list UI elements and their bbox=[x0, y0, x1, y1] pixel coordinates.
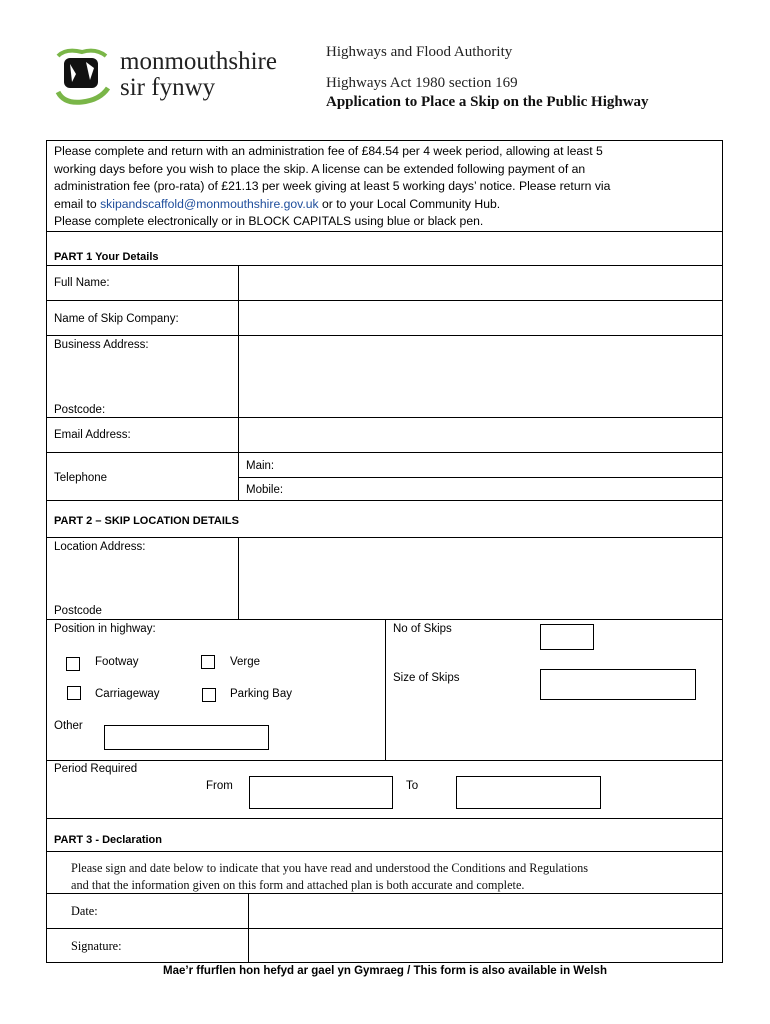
from-label: From bbox=[206, 780, 233, 792]
no-of-skips-input[interactable] bbox=[540, 624, 594, 650]
business-address-field[interactable] bbox=[239, 336, 722, 417]
divider bbox=[46, 760, 723, 761]
page-title: Application to Place a Skip on the Public Highway bbox=[326, 94, 649, 110]
carriageway-label: Carriageway bbox=[95, 688, 160, 700]
divider bbox=[46, 500, 723, 501]
skip-company-field[interactable] bbox=[239, 301, 722, 335]
intro-line-5: Please complete electronically or in BLOCK CAPITALS using blue or black pen. bbox=[54, 214, 484, 228]
authority-name: Highways and Flood Authority bbox=[326, 44, 513, 60]
dragon-logo-icon bbox=[52, 46, 112, 106]
period-required-label: Period Required bbox=[54, 763, 138, 775]
mobile-phone-field[interactable] bbox=[296, 478, 722, 500]
part2-heading: PART 2 – SKIP LOCATION DETAILS bbox=[54, 515, 239, 527]
size-of-skips-input[interactable] bbox=[540, 669, 696, 700]
act-reference: Highways Act 1980 section 169 bbox=[326, 75, 518, 91]
declaration-line-1: Please sign and date below to indicate that you have read and understood the Conditions and Regulations bbox=[71, 861, 589, 875]
intro-line-3: administration fee (pro-rata) of £21.13 per week giving at least 5 working days’ notice. Please return via bbox=[54, 179, 611, 193]
column-divider bbox=[248, 893, 249, 963]
intro-email-suffix: or to your Local Community Hub. bbox=[318, 196, 501, 211]
mobile-phone-label: Mobile: bbox=[246, 484, 284, 496]
intro-text bbox=[54, 143, 718, 231]
divider bbox=[46, 851, 723, 852]
date-label: Date: bbox=[71, 904, 98, 918]
full-name-field[interactable] bbox=[239, 266, 722, 300]
to-label: To bbox=[406, 780, 419, 792]
part3-heading: PART 3 - Declaration bbox=[54, 834, 162, 846]
location-address-field[interactable] bbox=[239, 538, 722, 619]
other-input[interactable] bbox=[104, 725, 269, 750]
intro-line-2: working days before you wish to place the skip. A license can be extended following payment of an bbox=[54, 161, 586, 176]
email-link[interactable]: skipandscaffold@monmouthshire.gov.uk bbox=[100, 196, 319, 211]
column-divider bbox=[385, 619, 386, 760]
signature-label: Signature: bbox=[71, 939, 122, 953]
parking-bay-checkbox[interactable] bbox=[202, 688, 216, 702]
column-divider bbox=[238, 537, 239, 619]
verge-checkbox[interactable] bbox=[201, 655, 215, 669]
divider bbox=[46, 818, 723, 819]
email-field[interactable] bbox=[239, 418, 722, 452]
column-divider bbox=[238, 265, 239, 501]
declaration-text bbox=[71, 860, 721, 894]
part1-heading: PART 1 Your Details bbox=[54, 251, 159, 263]
location-address-label: Location Address: bbox=[54, 541, 146, 553]
date-field[interactable] bbox=[249, 894, 722, 928]
no-of-skips-label: No of Skips bbox=[393, 623, 452, 635]
business-postcode-label: Postcode: bbox=[54, 404, 106, 416]
main-phone-label: Main: bbox=[246, 460, 275, 472]
intro-email-prefix: email to bbox=[54, 196, 101, 211]
parking-bay-label: Parking Bay bbox=[230, 688, 293, 700]
declaration-line-2: and that the information given on this form and attached plan is both accurate and complete. bbox=[71, 878, 525, 892]
intro-line-4 bbox=[54, 196, 718, 214]
logo-text-line2: sir fynwy bbox=[120, 74, 216, 101]
to-date-input[interactable] bbox=[456, 776, 601, 809]
main-phone-field[interactable] bbox=[286, 453, 722, 477]
intro-line-1: Please complete and return with an administration fee of £84.54 per 4 week period, allowing at least 5 bbox=[54, 144, 603, 158]
location-postcode-label: Postcode bbox=[54, 605, 102, 617]
welsh-availability-note: Mae’r ffurflen hon hefyd ar gael yn Gymraeg / This form is also available in Welsh bbox=[163, 965, 607, 977]
footway-checkbox[interactable] bbox=[66, 657, 80, 671]
business-address-label: Business Address: bbox=[54, 339, 149, 351]
footway-label: Footway bbox=[95, 656, 139, 668]
divider bbox=[46, 231, 723, 232]
size-of-skips-label: Size of Skips bbox=[393, 672, 460, 684]
skip-company-label: Name of Skip Company: bbox=[54, 313, 179, 325]
email-label: Email Address: bbox=[54, 429, 131, 441]
carriageway-checkbox[interactable] bbox=[67, 686, 81, 700]
from-date-input[interactable] bbox=[249, 776, 393, 809]
other-label: Other bbox=[54, 720, 83, 732]
council-logo bbox=[52, 46, 292, 108]
verge-label: Verge bbox=[230, 656, 261, 668]
signature-field[interactable] bbox=[249, 929, 722, 962]
full-name-label: Full Name: bbox=[54, 277, 110, 289]
logo-text-line1: monmouthshire bbox=[120, 48, 277, 75]
position-label: Position in highway: bbox=[54, 623, 156, 635]
telephone-label: Telephone bbox=[54, 472, 108, 484]
